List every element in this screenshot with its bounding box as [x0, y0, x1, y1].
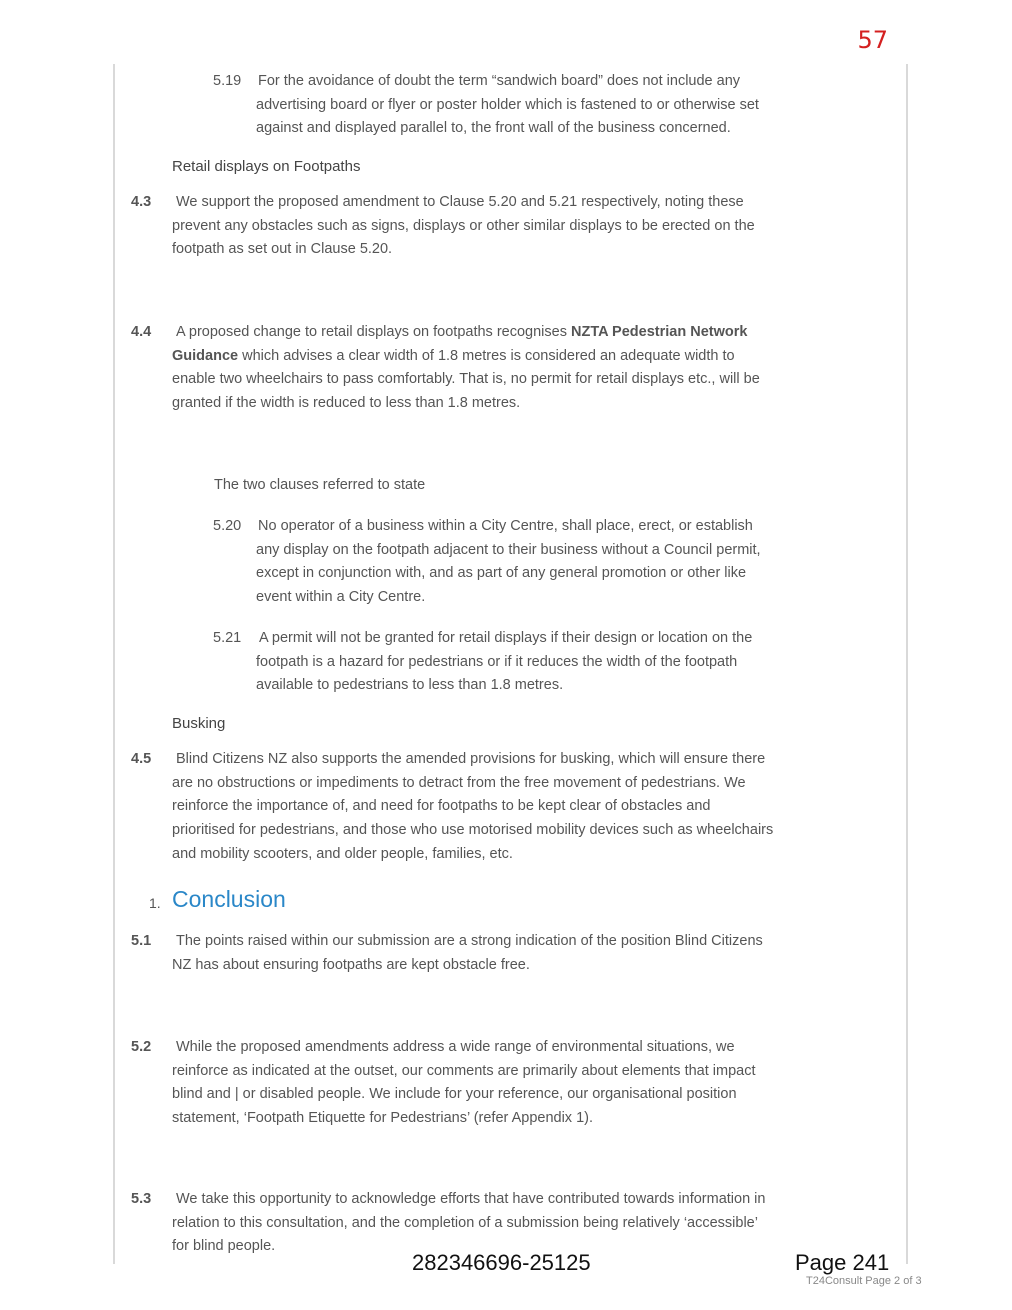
text-line: against and displayed parallel to, the front wall of the business concerned. [256, 120, 731, 137]
paragraph-number: 4.3 [131, 194, 152, 210]
text-line: any display on the footpath adjacent to their business without a Council permit, [256, 541, 761, 558]
bold-reference: NZTA Pedestrian Network [570, 324, 748, 340]
text-line: granted if the width is reduced to less than 1.8 metres. [172, 395, 521, 412]
paragraph-5-2 [172, 1036, 827, 1131]
text-line: prioritised for pedestrians, and those who use motorised mobility devices such as wheelchairs [172, 822, 774, 839]
section-title: Conclusion [172, 886, 286, 912]
clause-number: 5.19 [213, 73, 242, 89]
clause-number: 5.21 [213, 630, 242, 646]
paragraph-number: 5.1 [131, 933, 152, 949]
text-line: We take this opportunity to acknowledge efforts that have contributed towards information in [176, 1191, 766, 1207]
page-label: Page 241 [795, 1250, 890, 1275]
paragraph-4-5 [172, 748, 827, 867]
text-line: No operator of a business within a City Centre, shall place, erect, or establish [258, 518, 753, 534]
paragraph-4-3 [172, 191, 827, 262]
clause-number: 5.20 [213, 518, 242, 534]
paragraph-4-4 [172, 321, 827, 416]
bold-reference: Guidance [172, 347, 239, 364]
right-margin-rule [906, 64, 908, 1264]
text-line: blind and | or disabled people. We include for your reference, our organisational position [172, 1086, 737, 1103]
text-line: statement, ‘Footpath Etiquette for Pedestrians’ (refer Appendix 1). [172, 1110, 593, 1127]
text-line: and mobility scooters, and older people, families, etc. [172, 845, 513, 862]
text-line: available to pedestrians to less than 1.8 metres. [256, 677, 564, 694]
text-line: advertising board or flyer or poster holder which is fastened to or otherwise set [256, 96, 759, 113]
text-line: footpath is a hazard for pedestrians or if it reduces the width of the footpath [256, 653, 738, 670]
text-line: While the proposed amendments address a wide range of environmental situations, we [176, 1039, 735, 1055]
text-line: relation to this consultation, and the completion of a submission being relatively ‘accessible’ [172, 1214, 758, 1231]
source-page-note: T24Consult Page 2 of 3 [806, 1275, 922, 1287]
text-line: enable two wheelchairs to pass comfortably. That is, no permit for retail displays etc., will be [172, 371, 760, 388]
text-line: for blind people. [172, 1238, 276, 1255]
section-heading-retail: Retail displays on Footpaths [172, 158, 361, 175]
clause-5-20-text [256, 515, 816, 610]
text-line: Blind Citizens NZ also supports the amended provisions for busking, which will ensure there [176, 751, 766, 767]
paragraph-number: 4.4 [131, 324, 152, 340]
clause-5-21-text [256, 627, 816, 698]
paragraph-5-3 [172, 1188, 827, 1259]
section-number: 1. [149, 895, 161, 911]
text-line: reinforce the importance of, and need for footpaths to be kept clear of obstacles and [172, 798, 711, 815]
text-line: NZ has about ensuring footpaths are kept obstacle free. [172, 956, 530, 973]
paragraph-number: 5.3 [131, 1191, 152, 1207]
text-line: A permit will not be granted for retail displays if their design or location on the [259, 630, 753, 646]
clause-5-19-text [256, 70, 816, 141]
document-id: 282346696-25125 [412, 1250, 591, 1275]
text-span: which advises a clear width of 1.8 metres is considered an adequate width to [238, 347, 735, 364]
text-line: reinforce as indicated at the outset, our comments are primarily about elements that impact [172, 1062, 756, 1079]
text-line: event within a City Centre. [256, 589, 426, 606]
text-line: except in conjunction with, and as part of any general promotion or other like [256, 565, 747, 582]
text-line: For the avoidance of doubt the term “sandwich board” does not include any [258, 73, 741, 89]
paragraph-5-1 [172, 930, 827, 977]
clauses-intro: The two clauses referred to state [214, 477, 426, 493]
text-line: footpath as set out in Clause 5.20. [172, 241, 393, 258]
page-marker: 57 [857, 26, 888, 54]
text-line [172, 321, 827, 345]
paragraph-number: 5.2 [131, 1039, 152, 1055]
paragraph-number: 4.5 [131, 751, 152, 767]
left-margin-rule [113, 64, 115, 1264]
section-heading-busking: Busking [172, 715, 226, 732]
text-line [172, 345, 827, 369]
text-line: are no obstructions or impediments to detract from the free movement of pedestrians. We [172, 774, 746, 791]
text-line: The points raised within our submission are a strong indication of the position Blind Citizens [176, 933, 763, 949]
text-line: prevent any obstacles such as signs, displays or other similar displays to be erected on the [172, 217, 755, 234]
text-span: A proposed change to retail displays on footpaths recognises [176, 324, 571, 340]
text-line: We support the proposed amendment to Clause 5.20 and 5.21 respectively, noting these [176, 194, 744, 210]
